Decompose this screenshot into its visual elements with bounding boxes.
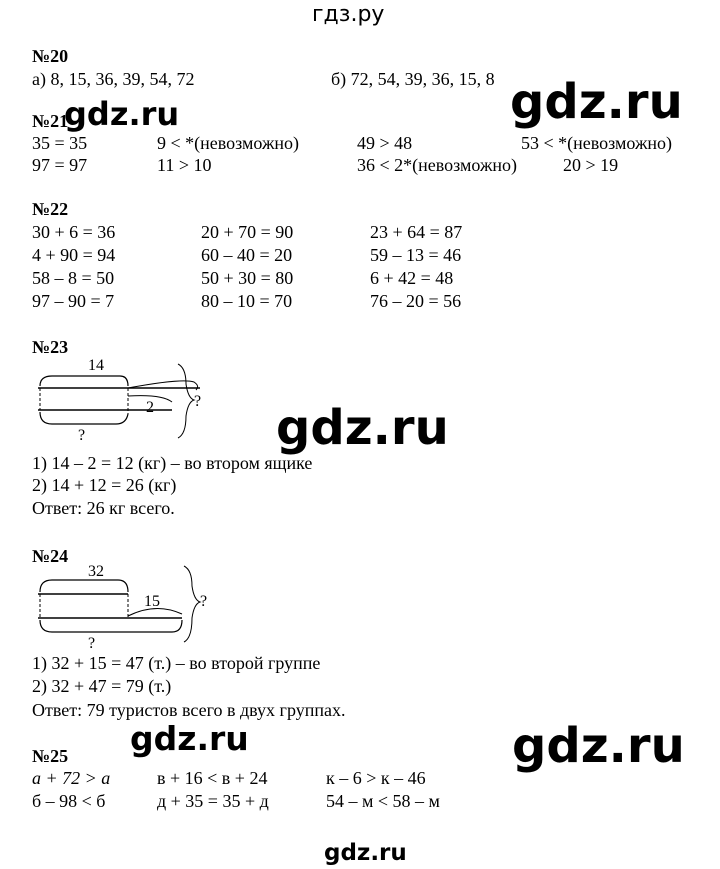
task-22-cell: 50 + 30 = 80	[201, 268, 294, 288]
top-length-arc	[40, 376, 128, 386]
site-watermark: gdz.ru	[276, 400, 449, 456]
task-24-line: 2) 32 + 47 = 79 (т.)	[32, 676, 172, 696]
task-22-cell: 23 + 64 = 87	[370, 222, 463, 242]
task-22-title: №22	[32, 199, 69, 219]
task-25-cell: к – 6 > к – 46	[326, 768, 426, 788]
task-21-cell: 49 > 48	[357, 133, 413, 153]
task-22-cell: 60 – 40 = 20	[201, 245, 293, 265]
task-22-cell: 97 – 90 = 7	[32, 291, 115, 311]
site-watermark: gdz.ru	[64, 95, 180, 133]
total-brace	[184, 566, 200, 642]
task-23-line: 2) 14 + 12 = 26 (кг)	[32, 475, 177, 495]
task-23-title: №23	[32, 337, 69, 357]
total-brace	[178, 364, 194, 438]
task-22-cell: 30 + 6 = 36	[32, 222, 116, 242]
task-24-line: 1) 32 + 15 = 47 (т.) – во второй группе	[32, 653, 321, 673]
task-25-cell: д + 35 = 35 + д	[157, 791, 269, 811]
site-watermark-top: гдз.ру	[312, 2, 385, 27]
task-25-cell: в + 16 < в + 24	[157, 768, 268, 788]
task-20-title: №20	[32, 46, 69, 66]
task-22-cell: 80 – 10 = 70	[201, 291, 293, 311]
site-watermark: gdz.ru	[130, 719, 249, 758]
top-length-label: 14	[88, 357, 104, 374]
task-21-cell: 97 = 97	[32, 155, 88, 175]
bottom-length-arc	[40, 412, 128, 424]
task-22-cell: 4 + 90 = 94	[32, 245, 116, 265]
task-21-cell: 53 < *(невозможно)	[521, 133, 673, 153]
site-watermark-bottom: gdz.ru	[324, 840, 407, 866]
task-25-cell: а + 72 > а	[32, 768, 111, 788]
task-23-line: 1) 14 – 2 = 12 (кг) – во втором ящике	[32, 453, 313, 473]
difference-label: 15	[144, 593, 160, 610]
bottom-question-label: ?	[78, 427, 86, 444]
task-25-cell: б – 98 < б	[32, 791, 106, 811]
task-24-title: №24	[32, 546, 69, 566]
top-length-label: 32	[88, 563, 104, 580]
task-21-cell: 35 = 35	[32, 133, 88, 153]
task-23-segment-diagram	[32, 354, 232, 446]
task-21-title: №21	[32, 111, 69, 131]
task-25-cell: 54 – м < 58 – м	[326, 791, 440, 811]
task-20-answer-b: б) 72, 54, 39, 36, 15, 8	[331, 69, 495, 89]
task-25-title: №25	[32, 746, 69, 766]
task-22-cell: 20 + 70 = 90	[201, 222, 294, 242]
task-24-answer: Ответ: 79 туристов всего в двух группах.	[32, 700, 346, 720]
task-20-answer-a: а) 8, 15, 36, 39, 54, 72	[32, 69, 195, 89]
top-length-arc	[40, 580, 128, 592]
task-23-answer: Ответ: 26 кг всего.	[32, 498, 175, 518]
total-question-label: ?	[200, 593, 208, 610]
total-question-label: ?	[194, 393, 202, 410]
task-22-cell: 76 – 20 = 56	[370, 291, 462, 311]
difference-label: 2	[146, 399, 154, 416]
task-21-cell: 11 > 10	[157, 155, 212, 175]
task-21-cell: 36 < 2*(невозможно)	[357, 155, 518, 175]
site-watermark: gdz.ru	[512, 718, 685, 774]
task-21-cell: 20 > 19	[563, 155, 619, 175]
task-22-cell: 6 + 42 = 48	[370, 268, 454, 288]
task-24-segment-diagram	[32, 560, 232, 652]
task-22-cell: 58 – 8 = 50	[32, 268, 115, 288]
task-22-cell: 59 – 13 = 46	[370, 245, 462, 265]
bottom-question-label: ?	[88, 635, 96, 652]
site-watermark: gdz.ru	[510, 74, 683, 130]
bottom-length-arc	[40, 620, 182, 632]
task-21-cell: 9 < *(невозможно)	[157, 133, 300, 153]
